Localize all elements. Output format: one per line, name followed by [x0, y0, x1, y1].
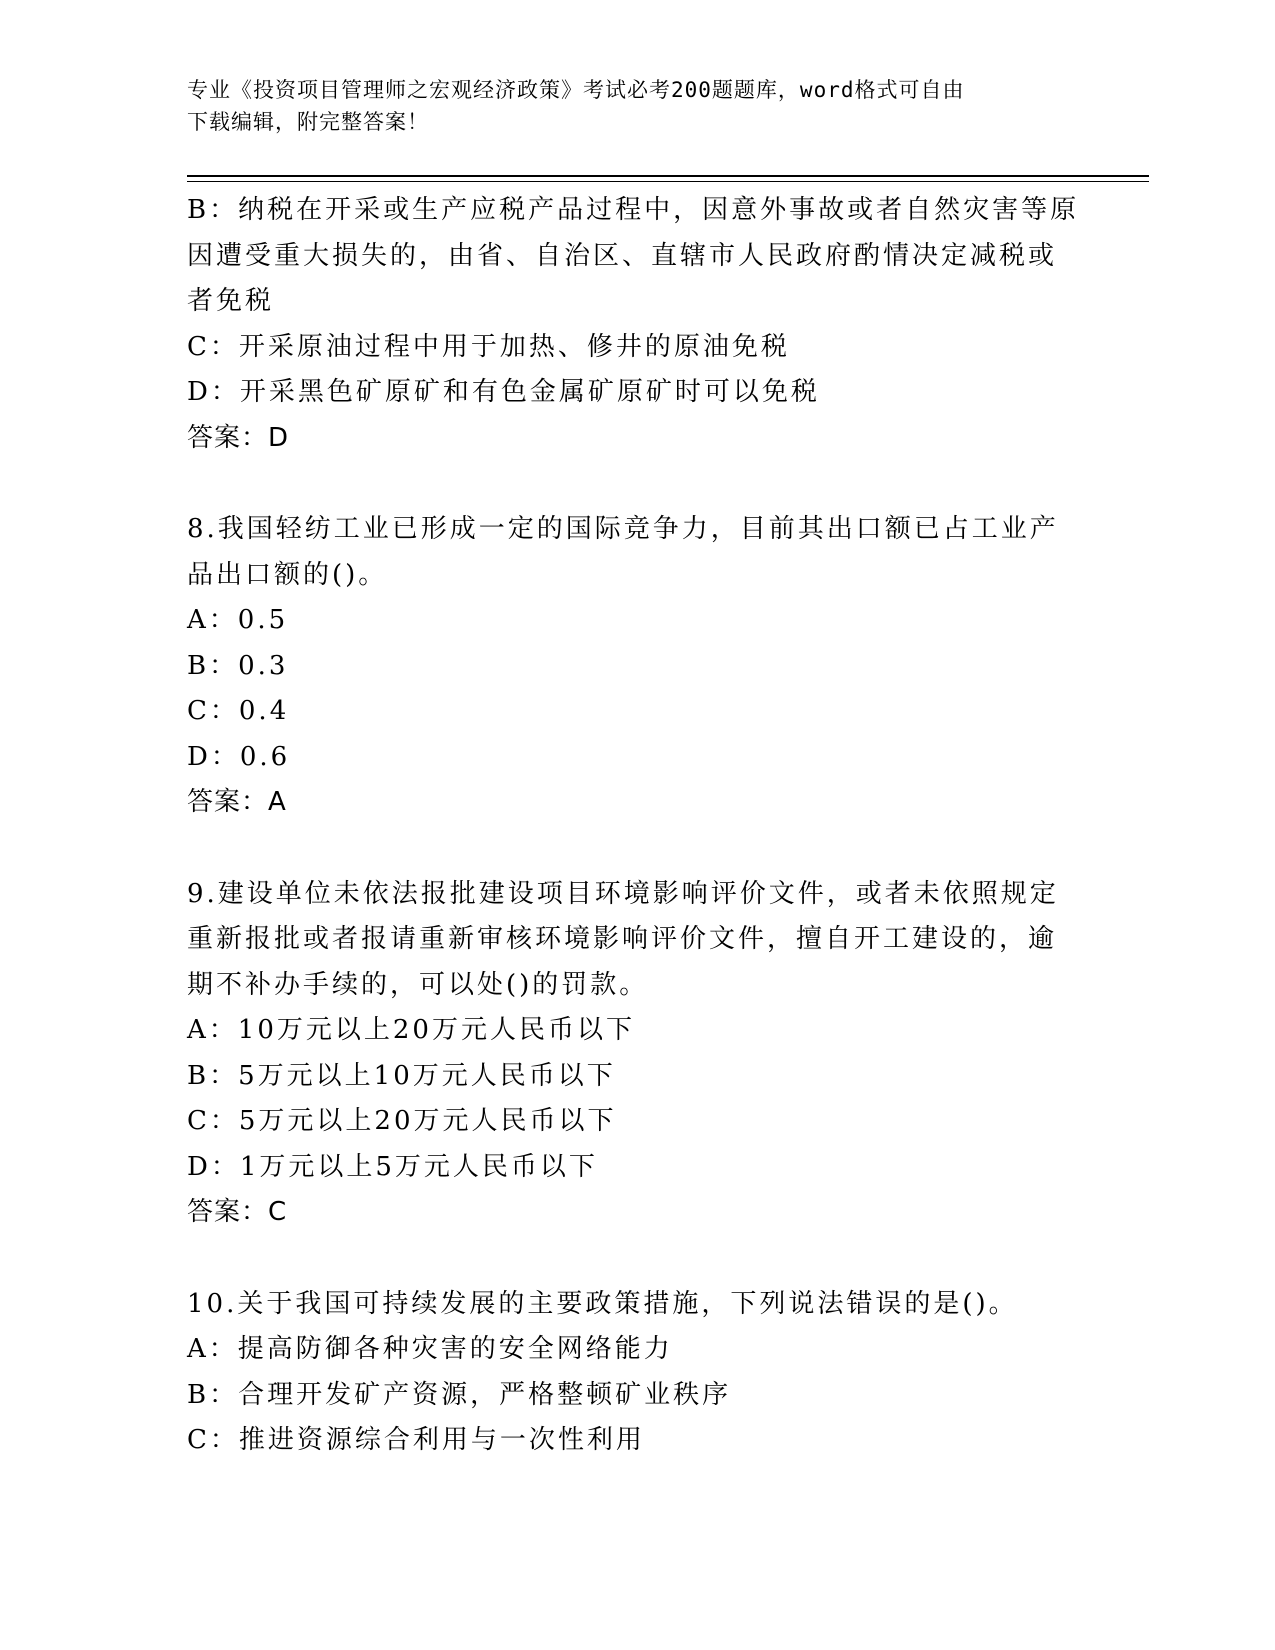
question-7-block	[187, 188, 1087, 461]
q9-stem-line-1: 9.建设单位未依法报批建设项目环境影响评价文件，或者未依照规定	[187, 878, 1059, 909]
question-10-block	[187, 1282, 1087, 1464]
header-line-2: 下载编辑，附完整答案！	[187, 110, 429, 134]
q8-option-c: C：0.4	[187, 696, 290, 726]
q10-option-a: A：提高防御各种灾害的安全网络能力	[187, 1334, 673, 1364]
q9-answer: 答案：C	[187, 1197, 288, 1227]
spacer	[187, 461, 1087, 507]
spacer	[187, 826, 1087, 872]
q8-option-d: D：0.6	[187, 741, 291, 772]
q10-stem-line-1: 10.关于我国可持续发展的主要政策措施，下列说法错误的是()。	[187, 1288, 1018, 1319]
q9-option-d: D：1万元以上5万元人民币以下	[187, 1151, 598, 1182]
q10-option-b: B：合理开发矿产资源，严格整顿矿业秩序	[187, 1379, 732, 1410]
q7-option-b-line-2: 因遭受重大损失的，由省、自治区、直辖市人民政府酌情决定减税或	[187, 240, 1058, 271]
q9-option-a: A：10万元以上20万元人民币以下	[187, 1015, 635, 1045]
header-rule-thin	[187, 181, 1149, 182]
q8-stem-line-1: 8.我国轻纺工业已形成一定的国际竞争力，目前其出口额已占工业产	[187, 514, 1059, 544]
q7-option-b-line-3: 者免税	[187, 286, 275, 316]
document-body	[187, 188, 1087, 1464]
q7-answer: 答案：D	[187, 422, 290, 453]
q7-option-d: D：开采黑色矿原矿和有色金属矿原矿时可以免税	[187, 377, 820, 407]
q9-option-b: B：5万元以上10万元人民币以下	[187, 1060, 616, 1091]
q8-stem-line-2: 品出口额的()。	[187, 559, 388, 590]
q9-option-c: C：5万元以上20万元人民币以下	[187, 1106, 617, 1136]
q10-option-c: C：推进资源综合利用与一次性利用	[187, 1425, 645, 1455]
q8-option-a: A：0.5	[187, 605, 289, 635]
document-header	[187, 74, 1087, 138]
q8-answer: 答案：A	[187, 787, 287, 817]
spacer	[187, 1236, 1087, 1282]
q9-stem-line-3: 期不补办手续的，可以处()的罚款。	[187, 969, 649, 1000]
q8-option-b: B：0.3	[187, 650, 289, 681]
q7-option-b-line-1: B：纳税在开采或生产应税产品过程中，因意外事故或者自然灾害等原	[187, 195, 1080, 225]
question-9-block	[187, 872, 1087, 1236]
header-line-1: 专业《投资项目管理师之宏观经济政策》考试必考200题题库，word格式可自由	[187, 78, 965, 102]
q7-option-c: C：开采原油过程中用于加热、修井的原油免税	[187, 331, 790, 362]
question-8-block	[187, 507, 1087, 826]
q9-stem-line-2: 重新报批或者报请重新审核环境影响评价文件，擅自开工建设的，逾	[187, 924, 1058, 954]
header-rule-thick	[187, 175, 1149, 177]
